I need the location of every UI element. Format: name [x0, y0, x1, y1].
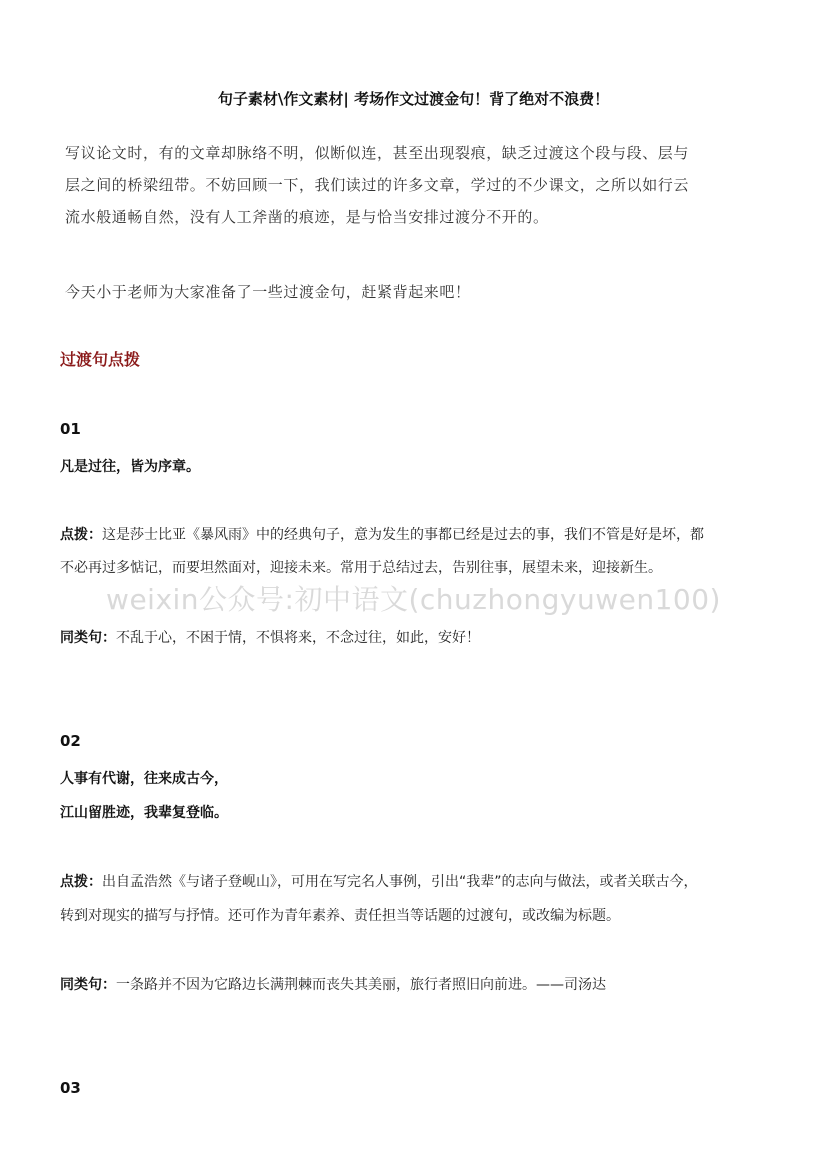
quote-line: 江山留胜迹，我辈复登临。: [60, 805, 228, 821]
intro-paragraph-2: [65, 276, 765, 308]
item-number: 03: [60, 1079, 81, 1097]
analysis-label: 点拨：: [60, 527, 102, 543]
intro-line: 写议论文时，有的文章却脉络不明，似断似连，甚至出现裂痕，缺乏过渡这个段与段、层与: [65, 144, 690, 162]
document-title: 句子素材\作文素材| 考场作文过渡金句！背了绝对不浪费！: [217, 90, 610, 108]
analysis-line: [60, 871, 698, 891]
similar-text: 一条路并不因为它路边长满荆棘而丧失其美丽，旅行者照旧向前进。——司汤达: [116, 977, 606, 993]
analysis-text: 这是莎士比亚《暴风雨》中的经典句子，意为发生的事都已经是过去的事，我们不管是好是坏，都: [102, 527, 704, 543]
similar-label: 同类句：: [60, 630, 116, 646]
similar-text: 不乱于心，不困于情，不惧将来，不念过往，如此，安好！: [116, 630, 480, 646]
watermark: weixin公众号:初中语文(chuzhongyuwen100): [106, 583, 721, 616]
section-heading: 过渡句点拨: [60, 350, 141, 369]
analysis-line: 转到对现实的描写与抒情。还可作为青年素养、责任担当等话题的过渡句，或改编为标题。: [60, 908, 620, 924]
analysis-text: 出自孟浩然《与诸子登岘山》，可用在写完名人事例，引出“我辈”的志向与做法，或者关联古今，: [102, 874, 698, 890]
intro-line: 今天小于老师为大家准备了一些过渡金句，赶紧背起来吧！: [65, 283, 471, 301]
intro-paragraph: [65, 137, 765, 233]
analysis-line: [60, 524, 704, 544]
analysis-label: 点拨：: [60, 874, 102, 890]
similar-line: [60, 974, 606, 994]
analysis-line: 不必再过多惦记，而要坦然面对，迎接未来。常用于总结过去，告别往事，展望未来，迎接新生。: [60, 560, 662, 576]
intro-line: 流水般通畅自然，没有人工斧凿的痕迹，是与恰当安排过渡分不开的。: [65, 208, 549, 226]
similar-label: 同类句：: [60, 977, 116, 993]
quote-line: 人事有代谢，往来成古今，: [60, 771, 228, 787]
similar-line: [60, 627, 480, 647]
intro-line: 层之间的桥梁纽带。不妨回顾一下，我们读过的许多文章，学过的不少课文，之所以如行云: [65, 176, 690, 194]
item-number: 02: [60, 732, 81, 750]
item-number: 01: [60, 420, 81, 438]
quote-line: 凡是过往，皆为序章。: [60, 459, 200, 475]
